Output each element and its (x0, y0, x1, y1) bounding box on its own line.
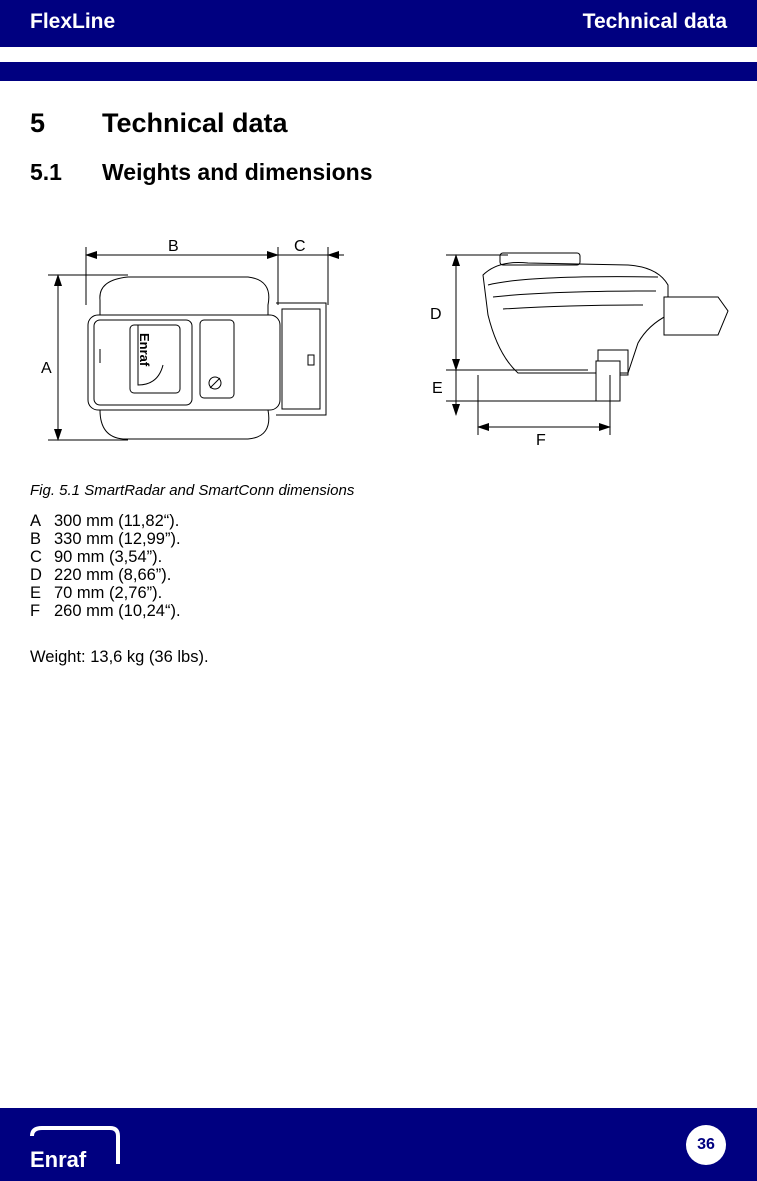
dimension-value: 220 mm (8,66”). (54, 566, 172, 584)
dimension-value: 260 mm (10,24“). (54, 602, 181, 620)
label-d: D (430, 306, 442, 323)
label-a: A (41, 360, 52, 377)
dimension-letter: B (30, 530, 42, 548)
section-title: Technical data (102, 108, 288, 138)
weight-text: Weight: 13,6 kg (36 lbs). (30, 648, 209, 666)
section-number: 5 (30, 108, 46, 138)
dimension-row (30, 584, 181, 602)
enraf-logo (28, 1124, 128, 1172)
subsection-number: 5.1 (30, 159, 62, 185)
top-view-device (88, 277, 326, 439)
dimension-row (30, 602, 181, 620)
subsection-title: Weights and dimensions (102, 159, 373, 185)
label-f: F (536, 432, 546, 449)
dimension-row (30, 530, 181, 548)
page-header (0, 0, 757, 47)
dimension-value: 90 mm (3,54”). (54, 548, 163, 566)
header-stripe (0, 62, 757, 81)
figure-caption: Fig. 5.1 SmartRadar and SmartConn dimensions (30, 482, 355, 499)
dimension-letter: A (30, 512, 42, 530)
footer-logo-text: Enraf (30, 1147, 87, 1172)
enraf-device-logo: Enraf (137, 333, 152, 367)
label-b: B (168, 238, 179, 255)
dimension-letter: E (30, 584, 42, 602)
dimension-row (30, 512, 181, 530)
dimension-letter: F (30, 602, 41, 620)
dimension-letter: C (30, 548, 42, 566)
side-view-device (483, 253, 728, 401)
dimension-list (30, 512, 181, 620)
dimension-letter: D (30, 566, 42, 584)
dimension-value: 330 mm (12,99”). (54, 530, 181, 548)
page-number-badge: 36 (686, 1125, 726, 1165)
label-c: C (294, 238, 306, 255)
label-e: E (432, 380, 443, 397)
dimension-row (30, 566, 181, 584)
header-chapter-title: Technical data (582, 10, 727, 33)
dimension-figure (28, 225, 738, 465)
dimension-row (30, 548, 181, 566)
header-product-name: FlexLine (30, 10, 116, 33)
dimension-value: 70 mm (2,76”). (54, 584, 163, 602)
dimension-value: 300 mm (11,82“). (54, 512, 180, 530)
